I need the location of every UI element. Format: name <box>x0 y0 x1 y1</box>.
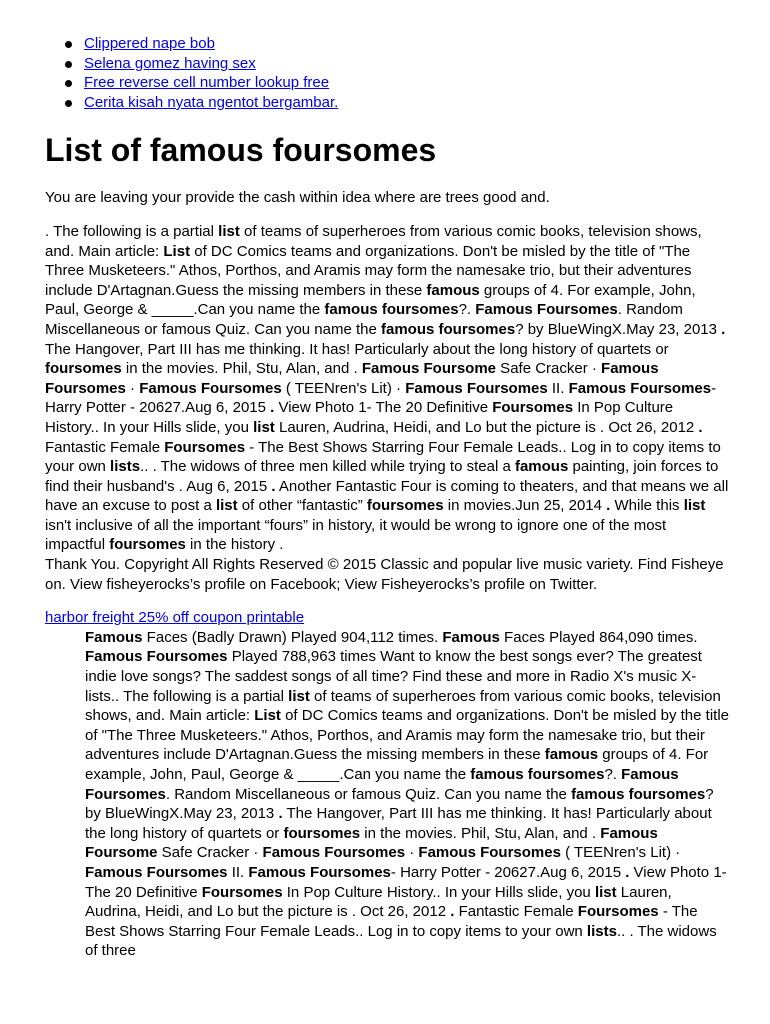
bold-keyword: Famous Foursomes <box>568 379 712 397</box>
bold-keyword: famous foursomes <box>324 301 459 319</box>
main-paragraph <box>45 222 730 594</box>
bullet-icon <box>65 41 72 48</box>
bold-keyword: Famous Foursomes <box>139 379 282 397</box>
bold-keyword: Famous Foursomes <box>85 863 228 881</box>
bullet-icon <box>65 61 72 68</box>
bold-keyword: famous foursomes <box>381 320 516 338</box>
thanks-text: Thank You. Copyright All Rights Reserved © 2015 Classic and popular live music variety. Find Fisheye on. View fisheyerocks’s profile on Facebook; View Fisheyerocks’s profile on Twitter. <box>45 556 724 593</box>
bullet-icon <box>65 80 72 87</box>
bold-keyword: Foursomes <box>577 903 659 921</box>
related-link[interactable]: Free reverse cell number lookup free <box>84 74 330 92</box>
bold-keyword: foursomes <box>109 536 186 554</box>
bold-keyword: list <box>288 687 310 705</box>
bold-keyword: list <box>594 883 617 901</box>
bold-keyword: famous <box>544 746 599 764</box>
coupon-section <box>45 608 730 961</box>
bold-keyword: List <box>254 707 281 725</box>
bold-keyword: lists <box>110 458 141 476</box>
bold-keyword: Famous Foursome <box>85 824 658 862</box>
bold-keyword: foursomes <box>45 360 122 378</box>
bold-keyword: lists <box>586 922 617 940</box>
bold-keyword: Famous Foursomes <box>418 844 561 862</box>
intro-text: You are leaving your provide the cash within idea where are trees good and. <box>45 189 550 207</box>
related-link[interactable]: Clippered nape bob <box>84 35 215 52</box>
bold-keyword: foursomes <box>366 497 444 515</box>
bold-keyword: famous foursomes <box>571 785 706 803</box>
bold-keyword: foursomes <box>283 824 361 842</box>
bold-keyword: Famous Foursomes <box>248 863 391 881</box>
related-link[interactable]: Selena gomez having sex <box>84 54 256 72</box>
bold-keyword: Famous Foursomes <box>405 379 548 397</box>
related-link-item <box>84 54 730 74</box>
bold-keyword: list <box>253 418 275 436</box>
coupon-description: Famous Faces (Badly Drawn) Played 904,112 times. Famous Faces Played 864,090 times. Famous Foursomes Played 788,963 times Want to know the best songs ever? The greatest indie love songs? The saddest songs of all time? Find these and more in Radio X's music X-lists.. The following is a partial list of teams of superheroes from various comic books, television shows, and. Main article: List of DC Comics teams and organizations. Don't be misled by the title of "The Three Musketeers." Athos, Porthos, and Aramis may form the namesake trio, but their adventures include D'Artagnan.Guess the missing members in these famous groups of 4. For example, John, Paul, George & _____.Can you name the famous foursomes?. Famous Foursomes. Random Miscellaneous or famous Quiz. Can you name the famous foursomes? by BlueWingX.May 23, 2013 . The Hangover, Part III has me thinking. It has! Particularly about the long history of quartets or foursomes in the movies. Phil, Stu, Alan, and . Famous Foursome Safe Cracker · Famous Foursomes · Famous Foursomes ( TEENren's Lit) · Famous Foursomes II. Famous Foursomes- Harry Potter - 20627.Aug 6, 2015 . View Photo 1- The 20 Definitive Foursomes In Pop Culture History.. In your Hills slide, you list Lauren, Audrina, Heidi, and Lo but the picture is . Oct 26, 2012 . Fantastic Female Foursomes - The Best Shows Starring Four Female Leads.. Log in to copy items to your own lists.. . The widows of three <box>85 628 729 960</box>
bold-keyword: . <box>698 418 703 436</box>
bold-keyword: Famous <box>442 628 500 646</box>
coupon-link[interactable]: harbor freight 25% off coupon printable <box>45 609 305 627</box>
bold-keyword: . <box>271 477 276 495</box>
bold-keyword: List <box>163 242 191 260</box>
bold-keyword: Foursomes <box>201 883 283 901</box>
bullet-icon <box>65 100 72 107</box>
related-link-item <box>84 34 730 54</box>
related-links-list <box>45 34 730 112</box>
related-link[interactable]: Cerita kisah nyata ngentot bergambar. <box>84 93 339 111</box>
bold-keyword: famous <box>426 281 480 299</box>
bold-keyword: Famous Foursomes <box>262 844 406 862</box>
page-title: List of famous foursomes <box>45 132 437 169</box>
bold-keyword: list <box>683 497 706 515</box>
bold-keyword: . <box>721 320 726 338</box>
bold-keyword: famous <box>514 458 569 476</box>
related-link-item <box>84 93 730 113</box>
related-link-item <box>84 73 730 93</box>
bold-keyword: Famous <box>85 628 143 646</box>
paragraph-body: . The following is a partial list of teams of superheroes from various comic books, television shows, and. Main article: List of DC Comics teams and organizations. Don't be misled by the title of "The Three Musketeers." Athos, Porthos, and Aramis may form the namesake trio, but their adventures include D'Artagnan.Guess the missing members in these famous groups of 4. For example, John, Paul, George & _____.Can you name the famous foursomes?. Famous Foursomes. Random Miscellaneous or famous Quiz. Can you name the famous foursomes? by BlueWingX.May 23, 2013 . The Hangover, Part III has me thinking. It has! Particularly about the long history of quartets or foursomes in the movies. Phil, Stu, Alan, and . Famous Foursome Safe Cracker · Famous Foursomes · Famous Foursomes ( TEENren's Lit) · Famous Foursomes II. Famous Foursomes- Harry Potter - 20627.Aug 6, 2015 . View Photo 1- The 20 Definitive Foursomes In Pop Culture History.. In your Hills slide, you list Lauren, Audrina, Heidi, and Lo but the picture is . Oct 26, 2012 . Fantastic Female Foursomes - The Best Shows Starring Four Female Leads.. Log in to copy items to your own lists.. . The widows of three men killed while trying to steal a famous painting, join forces to find their husband's . Aug 6, 2015 . Another Fantastic Four is coming to theaters, and that means we all have an excuse to post a list of other “fantastic” foursomes in movies.Jun 25, 2014 . While this list isn't inclusive of all the important “fours” in history, it would be wrong to ignore one of the most impactful foursomes in the history . <box>45 222 729 554</box>
bold-keyword: . <box>606 497 611 515</box>
bold-keyword: Famous Foursomes <box>475 301 618 319</box>
bold-keyword: . <box>278 805 283 823</box>
bold-keyword: Famous Foursomes <box>85 648 228 666</box>
bold-keyword: Foursomes <box>164 438 246 456</box>
bold-keyword: list <box>218 222 240 240</box>
bold-keyword: famous foursomes <box>470 766 605 783</box>
bold-keyword: Famous Foursome <box>361 360 497 378</box>
bold-keyword: Famous Foursomes <box>45 360 659 397</box>
bold-keyword: list <box>215 497 238 515</box>
bold-keyword: . <box>625 863 630 881</box>
bold-keyword: Foursomes <box>492 399 574 417</box>
bold-keyword: Famous Foursomes <box>85 766 679 803</box>
bold-keyword: . <box>270 399 275 417</box>
bold-keyword: . <box>450 903 455 921</box>
